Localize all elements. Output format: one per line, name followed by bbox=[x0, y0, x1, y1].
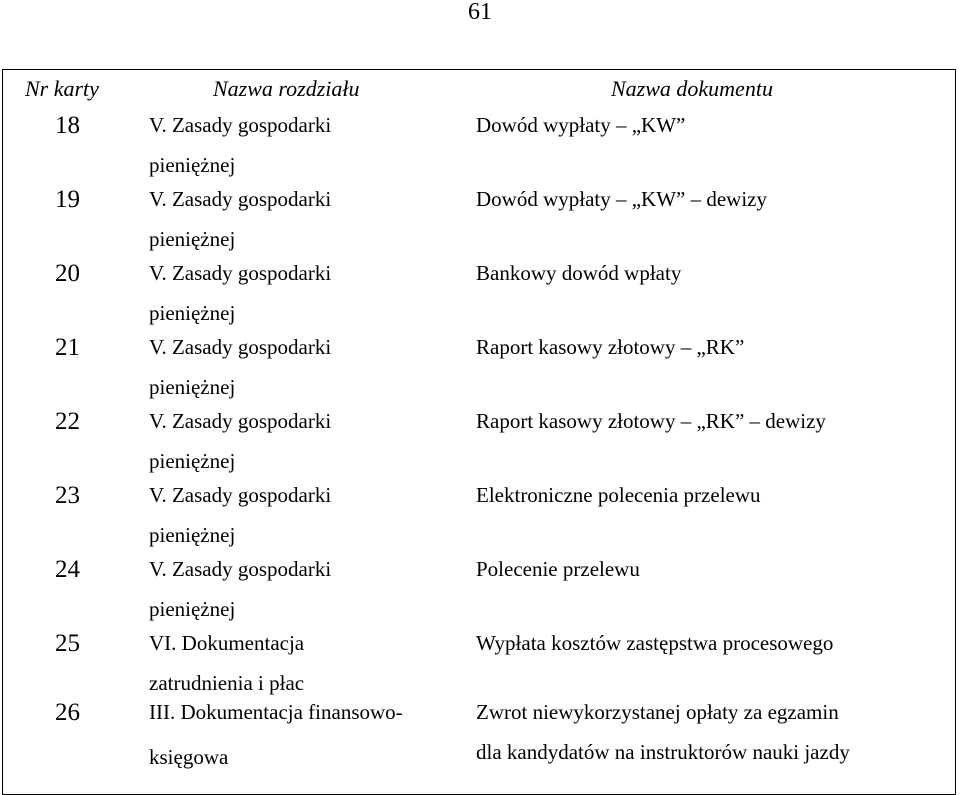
chapter-name-line1: V. Zasady gospodarki bbox=[149, 187, 332, 211]
chapter-name-line2: pieniężnej bbox=[149, 375, 236, 399]
table-row bbox=[3, 254, 955, 328]
page-number: 61 bbox=[468, 0, 492, 25]
document-name: Polecenie przelewu bbox=[476, 557, 640, 581]
table-header bbox=[3, 70, 955, 106]
header-nazwa-dokumentu: Nazwa dokumentu bbox=[611, 76, 773, 101]
document-name: Dowód wypłaty – „KW” – dewizy bbox=[476, 187, 768, 211]
chapter-name-line1: V. Zasady gospodarki bbox=[149, 261, 332, 285]
table-row bbox=[3, 476, 955, 550]
chapter-name-line1: V. Zasady gospodarki bbox=[149, 409, 332, 433]
document-name: Raport kasowy złotowy – „RK” – dewizy bbox=[476, 409, 826, 433]
document-name: Dowód wypłaty – „KW” bbox=[476, 113, 686, 137]
card-number: 22 bbox=[55, 408, 80, 435]
chapter-name-line2: pieniężnej bbox=[149, 301, 236, 325]
chapter-name-line2: pieniężnej bbox=[149, 153, 236, 177]
header-nr-karty: Nr karty bbox=[25, 76, 99, 101]
table-row bbox=[3, 698, 955, 772]
chapter-name-line2: pieniężnej bbox=[149, 597, 236, 621]
table-row bbox=[3, 180, 955, 254]
document-name: Raport kasowy złotowy – „RK” bbox=[476, 335, 745, 359]
document-name: Bankowy dowód wpłaty bbox=[476, 261, 682, 285]
document-name: Wypłata kosztów zastępstwa procesowego bbox=[476, 631, 834, 655]
table-row bbox=[3, 106, 955, 180]
table-row bbox=[3, 624, 955, 698]
chapter-name-line1: III. Dokumentacja finansowo- bbox=[149, 700, 403, 724]
card-number: 24 bbox=[55, 556, 80, 583]
chapter-name-line1: V. Zasady gospodarki bbox=[149, 557, 332, 581]
card-number: 19 bbox=[55, 186, 80, 213]
documents-table bbox=[2, 69, 956, 795]
document-name-line2: dla kandydatów na instruktorów nauki jazdy bbox=[476, 740, 850, 764]
card-number: 20 bbox=[55, 260, 80, 287]
header-nazwa-rozdzialu: Nazwa rozdziału bbox=[213, 76, 360, 101]
table-row bbox=[3, 402, 955, 476]
chapter-name-line2: księgowa bbox=[149, 745, 229, 769]
card-number: 25 bbox=[55, 630, 80, 657]
card-number: 21 bbox=[55, 334, 80, 361]
document-name: Elektroniczne polecenia przelewu bbox=[476, 483, 761, 507]
chapter-name-line2: pieniężnej bbox=[149, 227, 236, 251]
chapter-name-line1: V. Zasady gospodarki bbox=[149, 483, 332, 507]
chapter-name-line1: V. Zasady gospodarki bbox=[149, 335, 332, 359]
card-number: 23 bbox=[55, 482, 80, 509]
chapter-name-line2: pieniężnej bbox=[149, 523, 236, 547]
chapter-name-line2: pieniężnej bbox=[149, 449, 236, 473]
card-number: 18 bbox=[55, 112, 80, 139]
table-row bbox=[3, 550, 955, 624]
chapter-name-line2: zatrudnienia i płac bbox=[149, 671, 305, 695]
document-name: Zwrot niewykorzystanej opłaty za egzamin bbox=[476, 700, 839, 724]
card-number: 26 bbox=[55, 699, 80, 726]
chapter-name-line1: VI. Dokumentacja bbox=[149, 631, 305, 655]
chapter-name-line1: V. Zasady gospodarki bbox=[149, 113, 332, 137]
table-row bbox=[3, 328, 955, 402]
